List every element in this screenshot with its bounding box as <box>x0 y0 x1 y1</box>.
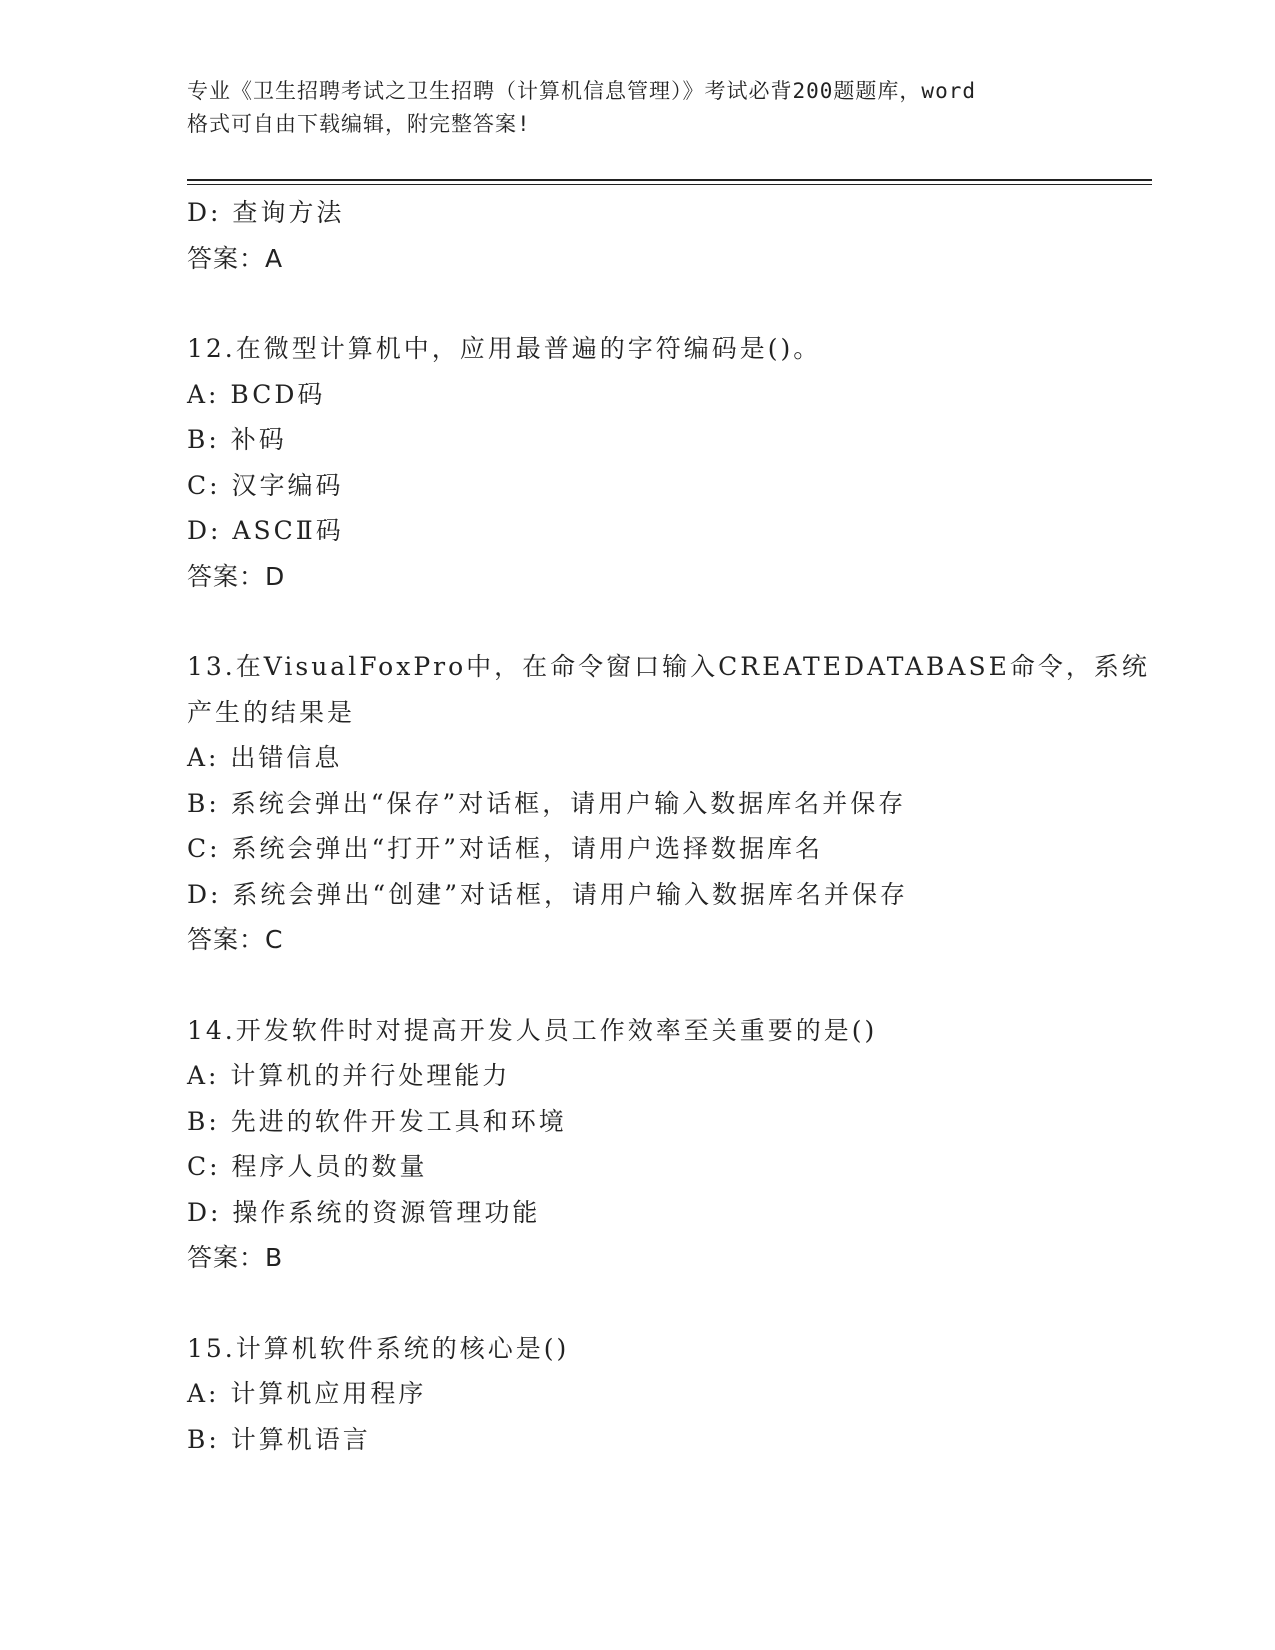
question-13 <box>187 644 1150 963</box>
option-b: B: 补码 <box>187 425 287 454</box>
option-c: C: 系统会弹出“打开”对话框，请用户选择数据库名 <box>187 834 824 863</box>
answer: 答案：B <box>187 1243 284 1272</box>
option-a: A: BCD码 <box>187 379 326 409</box>
header-line-2: 格式可自由下载编辑，附完整答案! <box>187 112 531 136</box>
option-b: B: 先进的软件开发工具和环境 <box>187 1106 567 1136</box>
document-body <box>187 190 1150 1462</box>
question-stem: 13.在VisualFoxPro中，在命令窗口输入CREATEDATABASE命令，系统 <box>187 652 1150 681</box>
answer: 答案：C <box>187 925 284 954</box>
question-15 <box>187 1326 1087 1463</box>
answer: 答案：D <box>187 561 286 591</box>
option-c: C: 汉字编码 <box>187 470 344 500</box>
question-stem: 14.开发软件时对提高开发人员工作效率至关重要的是() <box>187 1015 878 1045</box>
option-a: A: 出错信息 <box>187 743 343 772</box>
option-c: C: 程序人员的数量 <box>187 1152 428 1181</box>
option-b: B: 系统会弹出“保存”对话框，请用户输入数据库名并保存 <box>187 788 907 818</box>
header-divider-thin <box>187 184 1152 185</box>
header-line-1: 专业《卫生招聘考试之卫生招聘（计算机信息管理）》考试必背200题题库，word <box>187 79 976 103</box>
question-12 <box>187 326 1087 599</box>
document-header <box>187 75 1087 141</box>
option-d: D: 操作系统的资源管理功能 <box>187 1197 541 1227</box>
question-stem: 12.在微型计算机中，应用最普遍的字符编码是()。 <box>187 334 822 363</box>
prev-answer: 答案：A <box>187 243 284 273</box>
question-stem-continued: 产生的结果是 <box>187 697 356 727</box>
prev-option-d: D: 查询方法 <box>187 198 345 227</box>
option-a: A: 计算机的并行处理能力 <box>187 1061 511 1090</box>
option-b: B: 计算机语言 <box>187 1424 371 1454</box>
header-divider-thick <box>187 179 1152 181</box>
question-stem: 15.计算机软件系统的核心是() <box>187 1333 570 1363</box>
option-a: A: 计算机应用程序 <box>187 1379 427 1408</box>
option-d: D: ASCⅡ码 <box>187 516 344 545</box>
option-d: D: 系统会弹出“创建”对话框，请用户输入数据库名并保存 <box>187 879 908 909</box>
question-14 <box>187 1008 1087 1281</box>
